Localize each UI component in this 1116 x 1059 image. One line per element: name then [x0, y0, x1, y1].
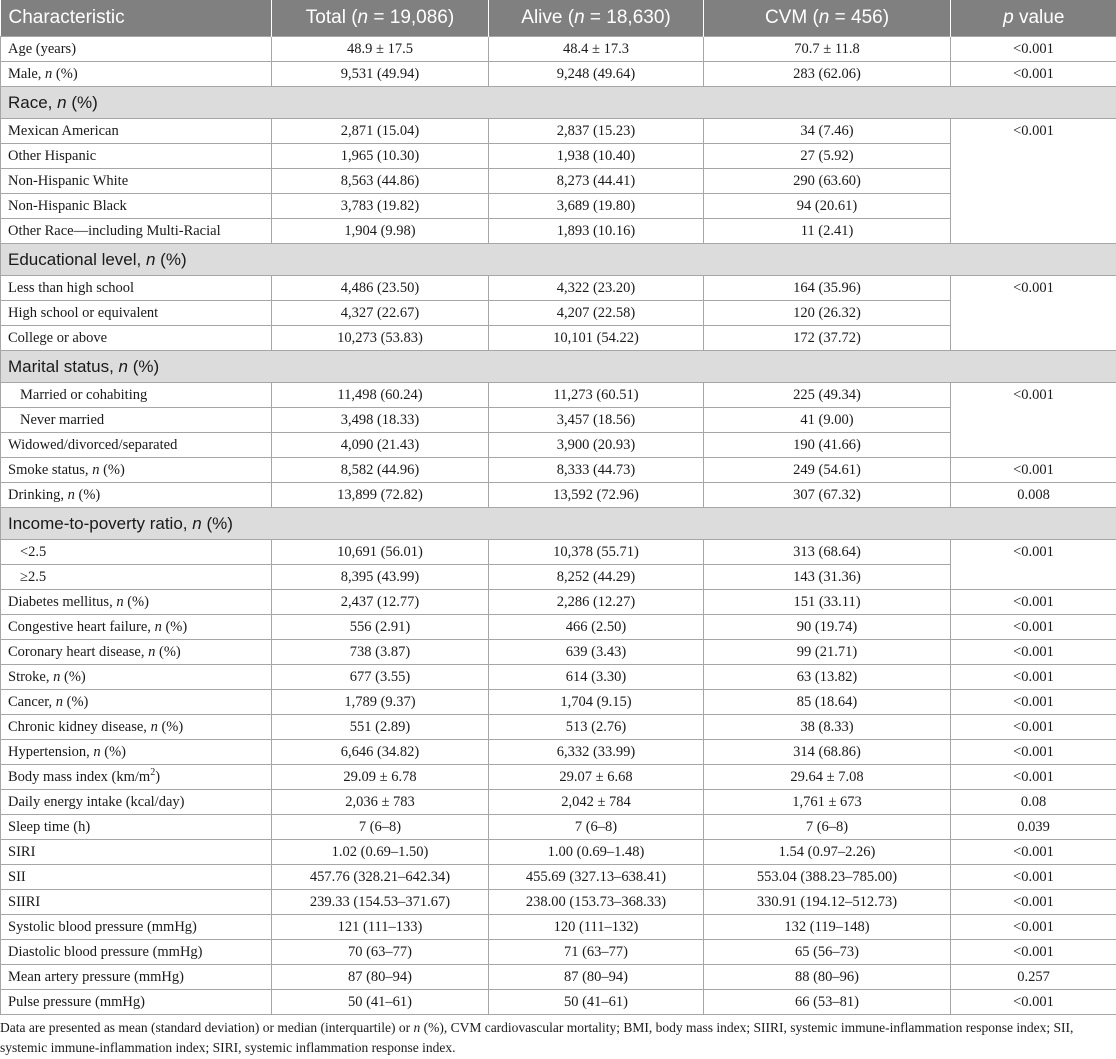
row-label: Congestive heart failure, n (%) [1, 615, 272, 640]
cvm-cell: 65 (56–73) [704, 940, 951, 965]
cvm-cell: 27 (5.92) [704, 144, 951, 169]
total-cell: 121 (111–133) [272, 915, 489, 940]
table-row [1, 119, 1116, 144]
total-cell: 10,691 (56.01) [272, 540, 489, 565]
cvm-cell: 225 (49.34) [704, 383, 951, 408]
alive-cell: 238.00 (153.73–368.33) [489, 890, 704, 915]
table-row [1, 965, 1116, 990]
total-cell: 1,904 (9.98) [272, 219, 489, 244]
cvm-cell: 120 (26.32) [704, 301, 951, 326]
table-row [1, 765, 1116, 790]
alive-cell: 614 (3.30) [489, 665, 704, 690]
total-cell: 8,563 (44.86) [272, 169, 489, 194]
cvm-cell: 41 (9.00) [704, 408, 951, 433]
total-cell: 13,899 (72.82) [272, 483, 489, 508]
alive-cell: 50 (41–61) [489, 990, 704, 1015]
row-label: Age (years) [1, 37, 272, 62]
p-value-cell: <0.001 [951, 940, 1116, 965]
alive-cell: 7 (6–8) [489, 815, 704, 840]
cvm-cell: 190 (41.66) [704, 433, 951, 458]
cvm-cell: 34 (7.46) [704, 119, 951, 144]
alive-cell: 13,592 (72.96) [489, 483, 704, 508]
row-label: Drinking, n (%) [1, 483, 272, 508]
table-row [1, 301, 1116, 326]
p-value-cell: <0.001 [951, 690, 1116, 715]
alive-cell: 29.07 ± 6.68 [489, 765, 704, 790]
row-label: SIIRI [1, 890, 272, 915]
p-value-cell: 0.08 [951, 790, 1116, 815]
total-cell: 87 (80–94) [272, 965, 489, 990]
cvm-cell: 38 (8.33) [704, 715, 951, 740]
table-row [1, 940, 1116, 965]
alive-cell: 10,378 (55.71) [489, 540, 704, 565]
cvm-cell: 94 (20.61) [704, 194, 951, 219]
cvm-cell: 7 (6–8) [704, 815, 951, 840]
alive-cell: 455.69 (327.13–638.41) [489, 865, 704, 890]
alive-cell: 120 (111–132) [489, 915, 704, 940]
row-label: Mexican American [1, 119, 272, 144]
row-label: Hypertension, n (%) [1, 740, 272, 765]
cvm-cell: 172 (37.72) [704, 326, 951, 351]
row-label: Non-Hispanic White [1, 169, 272, 194]
section-header-row [1, 351, 1116, 383]
table-row [1, 615, 1116, 640]
table-row [1, 169, 1116, 194]
p-value-cell: <0.001 [951, 765, 1116, 790]
p-value-cell: <0.001 [951, 915, 1116, 940]
total-cell: 1,965 (10.30) [272, 144, 489, 169]
total-cell: 50 (41–61) [272, 990, 489, 1015]
row-label: Body mass index $(km/m^2)$ [1, 765, 272, 790]
table-row [1, 565, 1116, 590]
cvm-cell: 70.7 ± 11.8 [704, 37, 951, 62]
total-cell: 1,789 (9.37) [272, 690, 489, 715]
total-cell: 29.09 ± 6.78 [272, 765, 489, 790]
header-characteristic: Characteristic [1, 0, 272, 37]
alive-cell: 513 (2.76) [489, 715, 704, 740]
section-label: Marital status, n (%) [1, 351, 1116, 383]
alive-cell: 8,333 (44.73) [489, 458, 704, 483]
p-value-cell: <0.001 [951, 540, 1116, 590]
row-label: Diabetes mellitus, n (%) [1, 590, 272, 615]
total-cell: 3,498 (18.33) [272, 408, 489, 433]
table-row [1, 690, 1116, 715]
total-cell: 6,646 (34.82) [272, 740, 489, 765]
row-label: Never married [1, 408, 272, 433]
table-row [1, 715, 1116, 740]
row-label: Pulse pressure (mmHg) [1, 990, 272, 1015]
cvm-cell: 249 (54.61) [704, 458, 951, 483]
table-row [1, 815, 1116, 840]
header-cvm: CVM (n = 456) [704, 0, 951, 37]
row-label: Daily energy intake (kcal/day) [1, 790, 272, 815]
alive-cell: 2,042 ± 784 [489, 790, 704, 815]
row-label: <2.5 [1, 540, 272, 565]
alive-cell: 9,248 (49.64) [489, 62, 704, 87]
row-label: Chronic kidney disease, n (%) [1, 715, 272, 740]
cvm-cell: 90 (19.74) [704, 615, 951, 640]
alive-cell: 87 (80–94) [489, 965, 704, 990]
table-row [1, 194, 1116, 219]
row-label: ≥2.5 [1, 565, 272, 590]
total-cell: 2,871 (15.04) [272, 119, 489, 144]
total-cell: 2,036 ± 783 [272, 790, 489, 815]
row-label: Married or cohabiting [1, 383, 272, 408]
alive-cell: 3,900 (20.93) [489, 433, 704, 458]
alive-cell: 71 (63–77) [489, 940, 704, 965]
header-p-value: p value [951, 0, 1116, 37]
row-label: Less than high school [1, 276, 272, 301]
table-footnote: Data are presented as mean (standard deviation) or median (interquartile) or n (%), CVM cardiovascular mortality; BMI, body mass index; SIIRI, systemic immune-inflammation response index; SII, systemic immune-inflammation index; SIRI, systemic inflammation response index. [0, 1020, 1074, 1055]
total-cell: 2,437 (12.77) [272, 590, 489, 615]
p-value-cell: <0.001 [951, 890, 1116, 915]
total-cell: 551 (2.89) [272, 715, 489, 740]
p-value-cell: <0.001 [951, 276, 1116, 351]
alive-cell: 1,893 (10.16) [489, 219, 704, 244]
row-label: Systolic blood pressure (mmHg) [1, 915, 272, 940]
p-value-cell: <0.001 [951, 640, 1116, 665]
p-value-cell: <0.001 [951, 865, 1116, 890]
row-label: Mean artery pressure (mmHg) [1, 965, 272, 990]
alive-cell: 4,207 (22.58) [489, 301, 704, 326]
alive-cell: 466 (2.50) [489, 615, 704, 640]
table-row [1, 62, 1116, 87]
p-value-cell: <0.001 [951, 615, 1116, 640]
section-header-row [1, 87, 1116, 119]
p-value-cell: <0.001 [951, 715, 1116, 740]
row-label: Diastolic blood pressure (mmHg) [1, 940, 272, 965]
cvm-cell: 164 (35.96) [704, 276, 951, 301]
total-cell: 1.02 (0.69–1.50) [272, 840, 489, 865]
total-cell: 3,783 (19.82) [272, 194, 489, 219]
total-cell: 239.33 (154.53–371.67) [272, 890, 489, 915]
cvm-cell: 313 (68.64) [704, 540, 951, 565]
p-value-cell: <0.001 [951, 590, 1116, 615]
cvm-cell: 85 (18.64) [704, 690, 951, 715]
cvm-cell: 63 (13.82) [704, 665, 951, 690]
row-label: College or above [1, 326, 272, 351]
alive-cell: 6,332 (33.99) [489, 740, 704, 765]
table-row [1, 890, 1116, 915]
table-row [1, 665, 1116, 690]
cvm-cell: 88 (80–96) [704, 965, 951, 990]
alive-cell: 11,273 (60.51) [489, 383, 704, 408]
total-cell: 738 (3.87) [272, 640, 489, 665]
section-header-row [1, 508, 1116, 540]
row-label: Cancer, n (%) [1, 690, 272, 715]
p-value-cell: <0.001 [951, 740, 1116, 765]
section-header-row [1, 244, 1116, 276]
total-cell: 7 (6–8) [272, 815, 489, 840]
cvm-cell: 151 (33.11) [704, 590, 951, 615]
table-row [1, 540, 1116, 565]
row-label: Other Race—including Multi-Racial [1, 219, 272, 244]
alive-cell: 1.00 (0.69–1.48) [489, 840, 704, 865]
row-label: Coronary heart disease, n (%) [1, 640, 272, 665]
alive-cell: 48.4 ± 17.3 [489, 37, 704, 62]
row-label: SIRI [1, 840, 272, 865]
total-cell: 9,531 (49.94) [272, 62, 489, 87]
row-label: Stroke, n (%) [1, 665, 272, 690]
total-cell: 4,486 (23.50) [272, 276, 489, 301]
table-row [1, 790, 1116, 815]
alive-cell: 3,457 (18.56) [489, 408, 704, 433]
total-cell: 8,395 (43.99) [272, 565, 489, 590]
p-value-cell: <0.001 [951, 37, 1116, 62]
p-value-cell: <0.001 [951, 840, 1116, 865]
table-row [1, 276, 1116, 301]
cvm-cell: 66 (53–81) [704, 990, 951, 1015]
p-value-cell: 0.039 [951, 815, 1116, 840]
cvm-cell: 330.91 (194.12–512.73) [704, 890, 951, 915]
header-alive: Alive (n = 18,630) [489, 0, 704, 37]
cvm-cell: 553.04 (388.23–785.00) [704, 865, 951, 890]
p-value-cell: 0.257 [951, 965, 1116, 990]
row-label: Smoke status, n (%) [1, 458, 272, 483]
header-total: Total (n = 19,086) [272, 0, 489, 37]
cvm-cell: 132 (119–148) [704, 915, 951, 940]
section-label: Educational level, n (%) [1, 244, 1116, 276]
table-row [1, 144, 1116, 169]
row-label: SII [1, 865, 272, 890]
alive-cell: 8,252 (44.29) [489, 565, 704, 590]
alive-cell: 4,322 (23.20) [489, 276, 704, 301]
cvm-cell: 29.64 ± 7.08 [704, 765, 951, 790]
total-cell: 4,090 (21.43) [272, 433, 489, 458]
total-cell: 48.9 ± 17.5 [272, 37, 489, 62]
table-row [1, 326, 1116, 351]
table-row [1, 840, 1116, 865]
table-row [1, 640, 1116, 665]
cvm-cell: 11 (2.41) [704, 219, 951, 244]
row-label: High school or equivalent [1, 301, 272, 326]
alive-cell: 2,286 (12.27) [489, 590, 704, 615]
table-row [1, 408, 1116, 433]
alive-cell: 2,837 (15.23) [489, 119, 704, 144]
p-value-cell: <0.001 [951, 119, 1116, 244]
total-cell: 10,273 (53.83) [272, 326, 489, 351]
table-row [1, 219, 1116, 244]
p-value-cell: <0.001 [951, 62, 1116, 87]
total-cell: 4,327 (22.67) [272, 301, 489, 326]
cvm-cell: 1,761 ± 673 [704, 790, 951, 815]
alive-cell: 8,273 (44.41) [489, 169, 704, 194]
table-body [1, 37, 1116, 1015]
total-cell: 677 (3.55) [272, 665, 489, 690]
cvm-cell: 283 (62.06) [704, 62, 951, 87]
table-row [1, 458, 1116, 483]
total-cell: 70 (63–77) [272, 940, 489, 965]
total-cell: 457.76 (328.21–642.34) [272, 865, 489, 890]
row-label: Sleep time (h) [1, 815, 272, 840]
cvm-cell: 290 (63.60) [704, 169, 951, 194]
p-value-cell: 0.008 [951, 483, 1116, 508]
row-label: Non-Hispanic Black [1, 194, 272, 219]
p-value-cell: <0.001 [951, 383, 1116, 458]
cvm-cell: 314 (68.86) [704, 740, 951, 765]
row-label: Widowed/divorced/separated [1, 433, 272, 458]
alive-cell: 3,689 (19.80) [489, 194, 704, 219]
table-row [1, 990, 1116, 1015]
alive-cell: 1,704 (9.15) [489, 690, 704, 715]
table-row [1, 740, 1116, 765]
table-row [1, 865, 1116, 890]
total-cell: 556 (2.91) [272, 615, 489, 640]
table-row [1, 483, 1116, 508]
section-label: Income-to-poverty ratio, n (%) [1, 508, 1116, 540]
p-value-cell: <0.001 [951, 458, 1116, 483]
table-row [1, 915, 1116, 940]
cvm-cell: 1.54 (0.97–2.26) [704, 840, 951, 865]
row-label: Male, n (%) [1, 62, 272, 87]
p-value-cell: <0.001 [951, 990, 1116, 1015]
table-row [1, 433, 1116, 458]
table-header-row [1, 0, 1116, 37]
table-row [1, 37, 1116, 62]
alive-cell: 10,101 (54.22) [489, 326, 704, 351]
table-row [1, 383, 1116, 408]
total-cell: 8,582 (44.96) [272, 458, 489, 483]
alive-cell: 1,938 (10.40) [489, 144, 704, 169]
row-label: Other Hispanic [1, 144, 272, 169]
section-label: Race, n (%) [1, 87, 1116, 119]
alive-cell: 639 (3.43) [489, 640, 704, 665]
total-cell: 11,498 (60.24) [272, 383, 489, 408]
p-value-cell: <0.001 [951, 665, 1116, 690]
cvm-cell: 307 (67.32) [704, 483, 951, 508]
cvm-cell: 143 (31.36) [704, 565, 951, 590]
cvm-cell: 99 (21.71) [704, 640, 951, 665]
table-row [1, 590, 1116, 615]
